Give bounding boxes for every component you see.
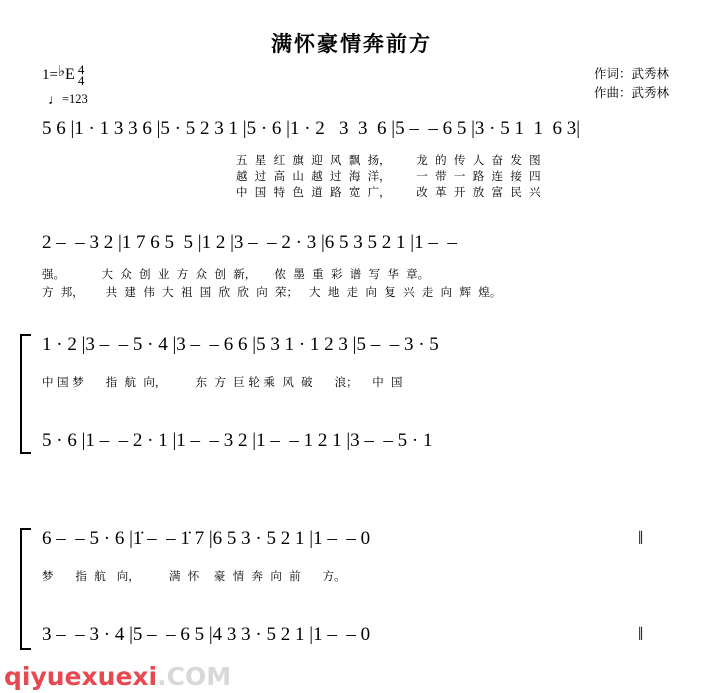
system-3-lower-voice-notes: 5 · 6 |1 – – 2 · 1 |1 – – 3 2 |1 – – 1 2 1 |3 – – 5 · 1 <box>42 430 433 451</box>
watermark-suffix: .COM <box>157 662 232 691</box>
system-4-lower-voice-notes: 3 – – 3 · 4 |5 – – 6 5 |4 3 3 · 5 2 1 |1 – – 0 <box>42 624 371 645</box>
system-3-brace <box>20 334 31 454</box>
time-signature-numerator: 4 <box>77 61 85 77</box>
key-letter: E <box>65 66 75 83</box>
system-1-lyrics-line-1: 五 星 红 旗 迎 风 飘 扬， 龙 的 传 人 奋 发 图 <box>236 153 541 167</box>
system-1-lyrics-line-3: 中 国 特 色 道 路 宽 广， 改 革 开 放 富 民 兴 <box>236 185 541 199</box>
time-signature <box>77 61 85 88</box>
key-label: 1= <box>42 67 58 83</box>
system-3-lyrics: 中 国 梦 指 航 向， 东 方 巨 轮 乘 风 破 浪； 中 国 <box>42 375 403 389</box>
system-4-lyrics: 梦 指 航 向， 满 怀 豪 情 奔 向 前 方。 <box>42 569 346 583</box>
system-4-upper-end-repeat: ‖ <box>638 528 644 549</box>
system-3-upper-voice-notes: 1 · 2 |3 – – 5 · 4 |3 – – 6 6 |5 3 1 · 1 2 3 |5 – – 3 · 5 <box>42 334 439 355</box>
system-4-lower-end-repeat: ‖ <box>638 624 644 645</box>
watermark-text: qiyuexuexi <box>4 662 158 691</box>
quarter-note-icon: ♩ <box>48 93 62 108</box>
tempo-marking <box>48 92 88 108</box>
credits <box>594 64 669 102</box>
system-4-upper-voice-notes: 6 – – 5 · 6 |1̇ – – 1̇ 7 |6 5 3 · 5 2 1 |1 – – 0 <box>42 528 371 549</box>
system-2-notes: 2 – – 3 2 |1 7 6 5 5 |1 2 |3 – – 2 · 3 |6 5 3 5 2 1 |1 – – <box>42 232 457 253</box>
system-1-lyrics-line-2: 越 过 高 山 越 过 海 洋， 一 带 一 路 连 接 四 <box>236 169 541 183</box>
system-2-lyrics-line-2: 方 邦， 共 建 伟 大 祖 国 欣 欣 向 荣； 大 地 走 向 复 兴 走 向 辉 煌。 <box>42 285 502 299</box>
time-signature-denominator: 4 <box>77 72 85 88</box>
tempo-value: =123 <box>62 92 88 106</box>
system-4-brace <box>20 528 31 650</box>
lyricist-credit: 作词：武秀林 <box>593 66 669 81</box>
composer-credit: 作曲：武秀林 <box>593 85 669 100</box>
system-2-lyrics-line-1: 强。 大 众 创 业 方 众 创 新， 侬 墨 重 彩 谱 写 华 章。 <box>42 267 430 281</box>
site-watermark <box>4 662 231 691</box>
page-title: 满怀豪情奔前方 <box>271 32 432 56</box>
system-1-notes: 5 6 |1 · 1 3 3 6 |5 · 5 2 3 1 |5 · 6 |1 · 2 3 3 6 |5 – – 6 5 |3 · 5 1 1 6 3| <box>42 118 581 139</box>
key-and-meter <box>42 62 84 87</box>
flat-symbol: ♭ <box>57 64 66 80</box>
